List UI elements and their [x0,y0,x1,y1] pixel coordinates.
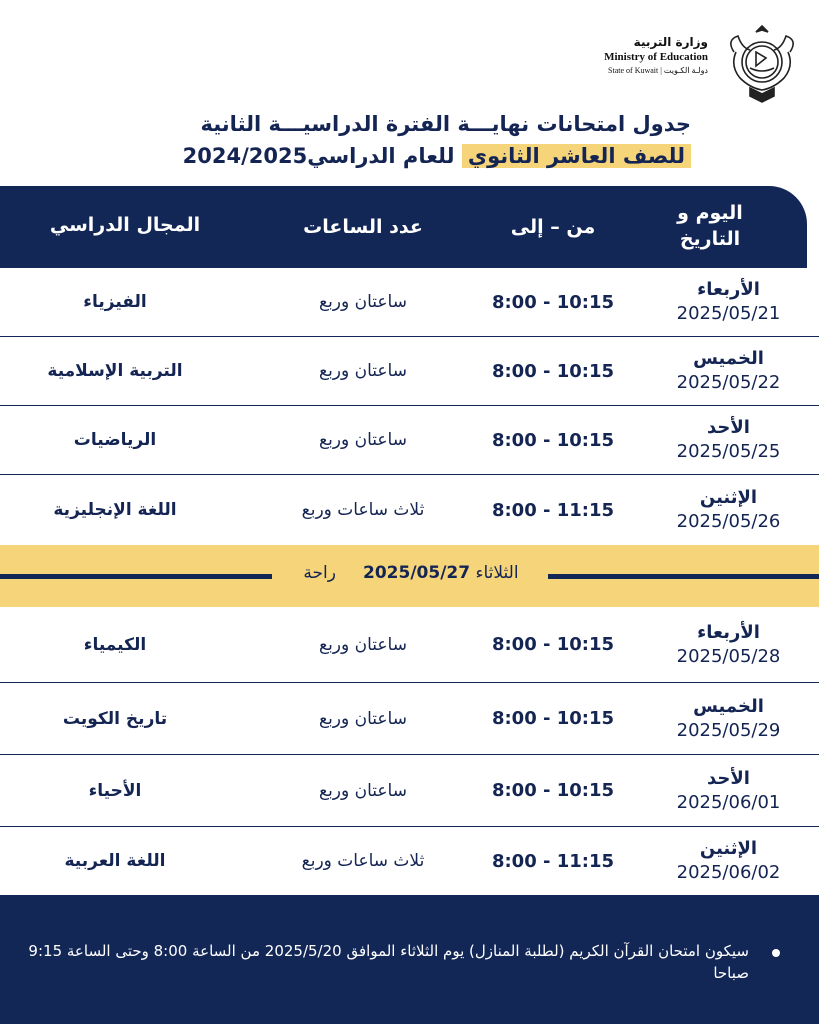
exam-date: 2025/06/02 [676,862,781,883]
time-range: 8:00 - 10:15 [491,708,615,729]
subject: اللغة الإنجليزية [53,500,177,520]
day-name: الأربعاء [697,279,760,300]
year-text: للعام الدراسي2024/2025 [182,144,462,168]
table-row [0,607,819,683]
subject: الكيمياء [83,634,147,655]
duration: ساعتان وربع [319,708,407,729]
subject: تاريخ الكويت [62,708,168,729]
exam-date: 2025/05/29 [676,719,781,741]
exam-date: 2025/06/01 [676,791,781,813]
subject: التربية الإسلامية [47,361,183,381]
day-name: الأحد [707,417,750,438]
time-range: 8:00 - 10:15 [491,634,615,655]
time-range: 8:00 - 10:15 [491,780,615,801]
duration: ثلاث ساعات وربع [301,500,425,520]
duration: ساعتان وربع [319,292,407,312]
subject: الرياضيات [73,430,157,450]
duration: ثلاث ساعات وربع [301,851,425,871]
day-date-cell [638,755,819,826]
bullet-icon [772,949,780,957]
day-date-cell [638,827,819,895]
header-subject: المجال الدراسي [49,214,201,236]
state-name-ar: دولـة الكـويت [663,66,708,75]
state-line [560,64,708,78]
subject: اللغة العربية [64,851,166,871]
day-name: الإثنين [699,838,758,859]
day-date-cell [638,268,819,336]
day-name: الأحد [707,767,750,789]
exam-date: 2025/05/22 [676,372,781,393]
exam-date: 2025/05/28 [676,645,781,667]
time-range: 8:00 - 10:15 [491,291,615,313]
footer-note-panel [0,895,819,1024]
table-row [0,755,819,827]
header-day-date: اليوم و التاريخ [677,202,743,250]
time-range: 8:00 - 11:15 [491,499,615,521]
exam-date: 2025/05/21 [676,303,781,324]
table-header [0,186,807,268]
duration: ساعتان وربع [319,361,407,381]
day-name: الأربعاء [697,621,760,643]
day-date-cell [638,337,819,405]
day-date-cell [638,406,819,474]
quran-exam-note: سيكون امتحان القرآن الكريم (لطلبة المنازل) يوم الثلاثاء الموافق 2025/5/20 من الساعة 8:00 وحتى الساعة 9:15 صباحا [28,942,749,982]
kuwait-emblem-logo [720,22,804,106]
table-row [0,337,819,406]
subject: الفيزياء [83,292,147,312]
day-date-cell [638,683,819,754]
duration: ساعتان وربع [319,430,407,450]
table-row [0,475,819,545]
state-separator: | [660,66,664,75]
day-date-cell [638,475,819,545]
rest-day-date: 2025/05/27 [363,563,471,583]
ministry-block [560,34,708,78]
band-divider-right [548,574,819,579]
exam-date: 2025/05/25 [676,441,781,462]
day-date-cell [638,607,819,682]
page-title: جدول امتحانات نهايـــة الفترة الدراسيـــة الثانية [200,112,691,136]
band-divider-left [0,574,272,579]
table-row [0,683,819,755]
rest-day-name: الثلاثاء [475,563,519,583]
time-range: 8:00 - 11:15 [491,850,615,872]
table-row [0,406,819,475]
day-name: الخميس [693,348,764,369]
rest-day-band [0,545,819,607]
day-name: الخميس [693,695,764,717]
page-subtitle [91,144,691,168]
duration: ساعتان وربع [319,780,407,801]
rest-label: راحة [303,563,336,583]
table-row [0,827,819,895]
state-name-en: State of Kuwait [608,66,659,75]
day-name: الإثنين [699,487,758,508]
ministry-name-ar: وزارة التربية [633,35,708,49]
time-range: 8:00 - 10:15 [491,360,615,382]
header-from-to: من – إلى [510,216,596,238]
exam-date: 2025/05/26 [676,511,781,532]
header-hours: عدد الساعات [303,216,423,238]
grade-highlight: للصف العاشر الثانوي [462,144,691,168]
ministry-name-en: Ministry of Education [604,51,708,63]
time-range: 8:00 - 10:15 [491,429,615,451]
table-row [0,268,819,337]
subject: الأحياء [88,780,142,801]
duration: ساعتان وربع [319,634,407,655]
rest-day-text [280,563,542,583]
